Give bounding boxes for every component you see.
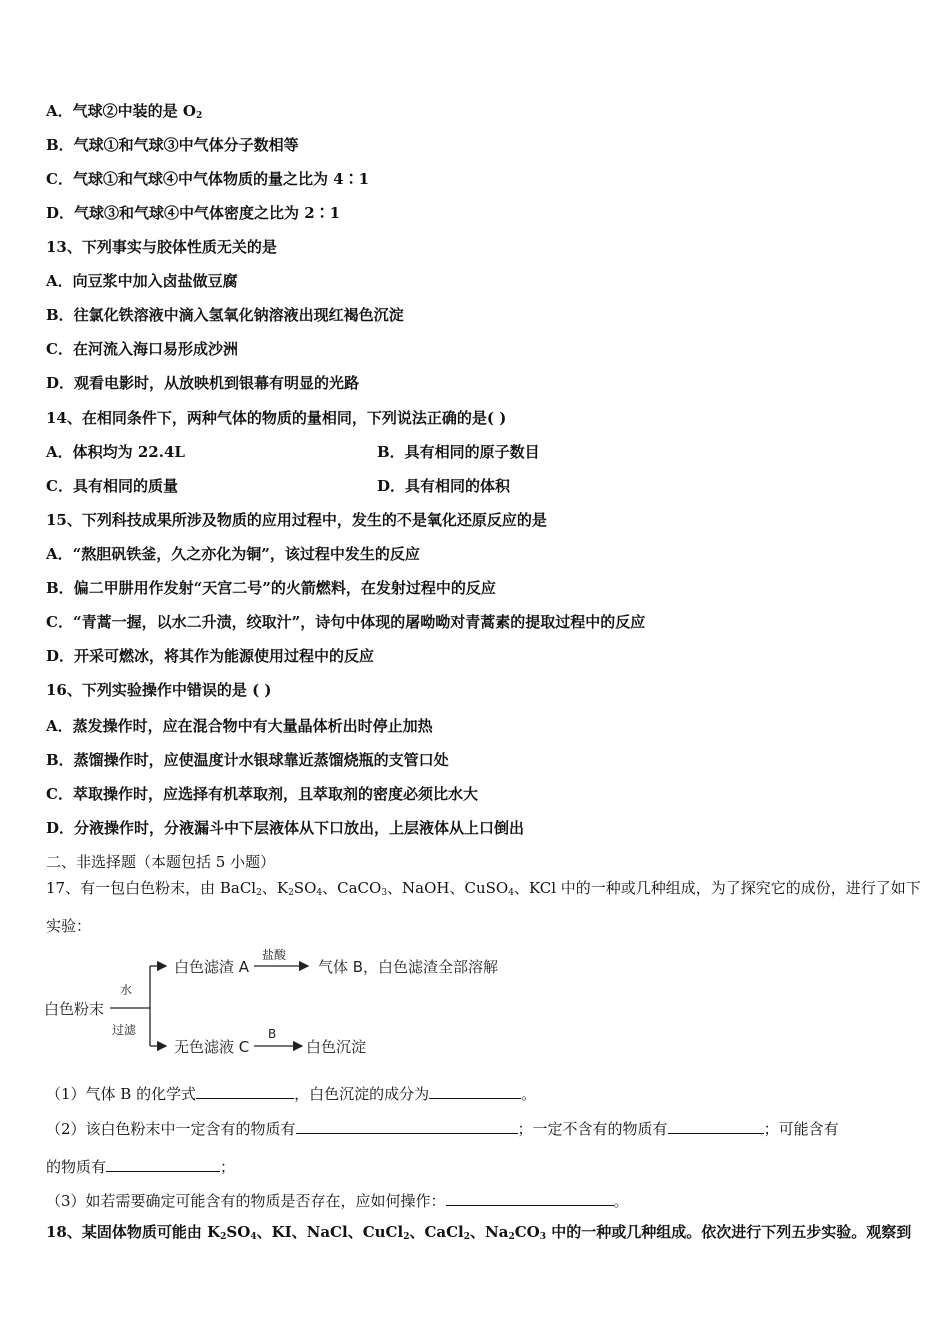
diagram-residue: 白色滤渣 A (174, 958, 250, 976)
q16-option-a: A．蒸发操作时，应在混合物中有大量晶体析出时停止加热 (46, 717, 433, 735)
q13-option-d: D．观看电影时，从放映机到银幕有明显的光路 (46, 374, 360, 392)
answer-blank[interactable] (196, 1082, 294, 1099)
q16-option-c: C．萃取操作时，应选择有机萃取剂，且萃取剂的密度必须比水大 (46, 785, 478, 803)
q13-option-c: C．在河流入海口易形成沙洲 (46, 340, 238, 358)
q14-stem: 14、在相同条件下，两种气体的物质的量相同，下列说法正确的是( ) (46, 409, 507, 427)
q14-option-d: D．具有相同的体积 (377, 477, 511, 495)
answer-blank[interactable] (429, 1082, 521, 1099)
section-heading: 二、非选择题（本题包括 5 小题） (46, 853, 276, 871)
q14-option-c: C．具有相同的质量 (46, 477, 178, 495)
q13-option-b: B．往氯化铁溶液中滴入氢氧化钠溶液出现红褐色沉淀 (46, 306, 404, 324)
q14-option-a: A．体积均为 22.4L (46, 443, 185, 461)
q14-option-b: B．具有相同的原子数目 (377, 443, 540, 461)
q17-part3: （3）如若需要确定可能含有的物质是否存在，应如何操作： 。 (46, 1189, 629, 1211)
q15-option-a: A．“熬胆矾铁釜，久之亦化为铜”，该过程中发生的反应 (46, 545, 420, 563)
q16-stem: 16、下列实验操作中错误的是 ( ) (46, 681, 272, 699)
q17-flow-diagram (40, 944, 520, 1064)
q12-option-a: A．气球②中装的是 $O_2$ (46, 102, 203, 121)
q15-option-b: B．偏二甲肼用作发射“天宫二号”的火箭燃料，在发射过程中的反应 (46, 579, 496, 597)
q17-part1: （1）气体 B 的化学式 ，白色沉淀的成分为 。 (46, 1082, 536, 1104)
q13-stem: 13、下列事实与胶体性质无关的是 (46, 238, 277, 256)
q17-stem-cont: 实验： (46, 917, 92, 935)
q15-option-c: C．“青蒿一握，以水二升渍，绞取汁”，诗句中体现的屠呦呦对青蒿素的提取过程中的反应 (46, 613, 646, 631)
diagram-filtrate: 无色滤液 C (174, 1038, 250, 1056)
diagram-start: 白色粉末 (44, 1000, 105, 1018)
diagram-acid-label: 盐酸 (262, 948, 287, 962)
q15-stem: 15、下列科技成果所涉及物质的应用过程中，发生的不是氧化还原反应的是 (46, 511, 547, 529)
q17-part2-cont: 的物质有 ； (46, 1155, 235, 1177)
q13-option-a: A．向豆浆中加入卤盐做豆腐 (46, 272, 238, 290)
diagram-filter-label: 过滤 (112, 1023, 137, 1037)
diagram-water-label: 水 (120, 983, 133, 997)
q12-option-d: D．气球③和气球④中气体密度之比为 2∶1 (46, 204, 341, 222)
q12-option-c: C．气球①和气球④中气体物质的量之比为 4∶1 (46, 170, 370, 188)
q18-stem: 18、某固体物质可能由 $K_2SO_4$、KI、NaCl、CuCl$_2$、CaCl$_2$、$Na_2CO_3$ 中的一种或几种组成。依次进行下列五步实验。观察到 (46, 1223, 912, 1242)
q12-option-b: B．气球①和气球③中气体分子数相等 (46, 136, 299, 154)
diagram-gas: 气体 B，白色滤渣全部溶解 (318, 958, 499, 976)
q16-option-d: D．分液操作时，分液漏斗中下层液体从下口放出，上层液体从上口倒出 (46, 819, 525, 837)
q17-stem: 17、有一包白色粉末，由 BaCl$_2$、$K_2SO_4$、CaCO$_3$、NaOH、CuSO$_4$、KCl 中的一种或几种组成，为了探究它的成份，进行了如下 (46, 879, 921, 898)
q17-part2: （2）该白色粉末中一定含有的物质有 ；一定不含有的物质有 ；可能含有 (46, 1117, 839, 1139)
answer-blank[interactable] (106, 1155, 220, 1172)
answer-blank[interactable] (668, 1117, 764, 1134)
answer-blank[interactable] (296, 1117, 518, 1134)
diagram-reagent-label: B (268, 1027, 277, 1041)
diagram-precipitate: 白色沉淀 (306, 1038, 367, 1056)
q16-option-b: B．蒸馏操作时，应使温度计水银球靠近蒸馏烧瓶的支管口处 (46, 751, 449, 769)
q15-option-d: D．开采可燃冰，将其作为能源使用过程中的反应 (46, 647, 375, 665)
answer-blank[interactable] (446, 1189, 614, 1206)
